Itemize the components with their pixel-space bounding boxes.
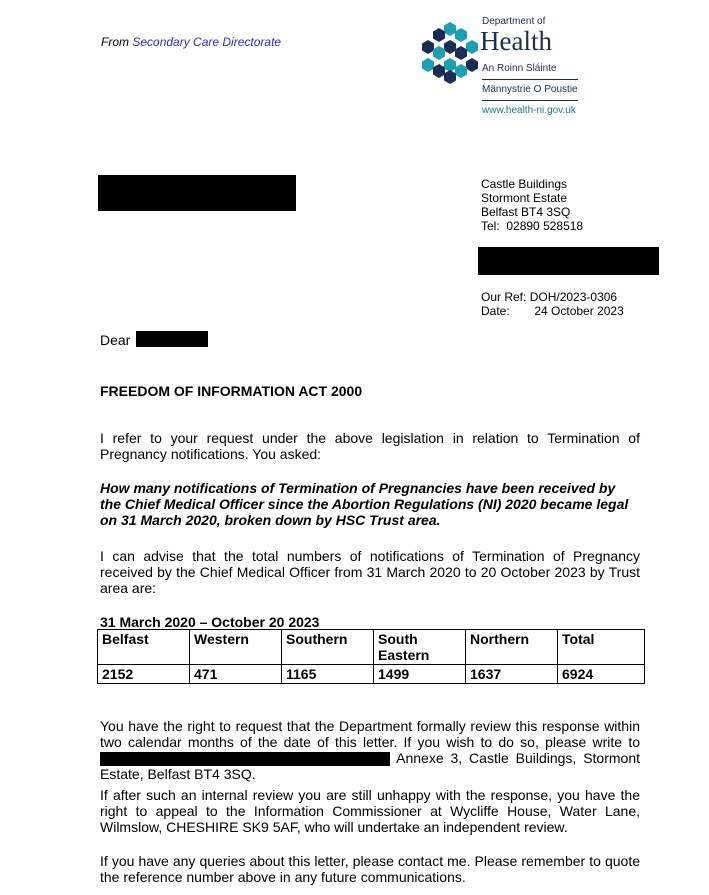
logo-website: www.health-ni.gov.uk: [482, 105, 576, 116]
header-cell: Northern: [466, 630, 558, 665]
review-paragraph: [100, 718, 640, 782]
our-ref: [481, 290, 624, 304]
salutation-text: Dear: [100, 332, 131, 348]
date-label: Date:: [481, 304, 510, 318]
letter-heading: FREEDOM OF INFORMATION ACT 2000: [100, 383, 363, 399]
hexagon-cluster-icon: [422, 20, 478, 84]
advise-paragraph: I can advise that the total numbers of notifications of Termination of Pregnancy received by the Chief Medical Officer from 31 March 2020 to 20 October 2023 by Trust area are:: [100, 548, 640, 596]
logo-health: Health: [480, 26, 552, 56]
reference-block: [481, 290, 624, 318]
salutation: [100, 332, 130, 348]
header-cell: Belfast: [98, 630, 190, 665]
trust-area-table: [97, 629, 645, 684]
review-text-start: You have the right to request that the Department formally review this response within two calendar months of the date of this letter. If you wish to do so, please write to: [100, 718, 640, 750]
tel-value: 02890 528518: [506, 219, 584, 233]
header-cell: Total: [558, 630, 645, 665]
value-cell: 1637: [466, 665, 558, 684]
from-directorate: Secondary Care Directorate: [132, 35, 282, 49]
value-cell: 471: [190, 665, 282, 684]
appeal-paragraph: If after such an internal review you are still unhappy with the response, you have the right to appeal to the Information Commissioner at Wycliffe House, Water Lane, Wilmslow, CHESHIRE SK9 5AF, who will undertake an independent review.: [100, 787, 640, 835]
table-header-row: [98, 630, 645, 665]
redacted-recipient-name: [136, 331, 208, 347]
review-text-end: Annexe 3, Castle Buildings, Stormont Estate, Belfast BT4 3SQ.: [100, 750, 641, 783]
table-caption: 31 March 2020 – October 20 2023: [100, 614, 320, 630]
redacted-recipient-address: [98, 175, 296, 211]
sender-address: [481, 177, 583, 233]
address-line: Belfast BT4 3SQ: [481, 205, 571, 219]
address-line: Stormont Estate: [481, 191, 568, 205]
header-cell: Western: [190, 630, 282, 665]
queries-paragraph: If you have any queries about this letter, please contact me. Please remember to quote the reference number above in any future communications.: [100, 853, 640, 885]
telephone: [481, 219, 583, 233]
department-of-health-logo: [422, 14, 582, 120]
value-cell: 6924: [558, 665, 645, 684]
value-cell: 1165: [282, 665, 374, 684]
redacted-email: [478, 247, 659, 275]
header-cell: South Eastern: [374, 630, 466, 665]
tel-label: Tel:: [481, 219, 500, 233]
from-line: [101, 35, 281, 49]
logo-ulster-scots-name: Männystrie O Poustie: [482, 84, 578, 95]
request-question: How many notifications of Termination of Pregnancies have been received by the Chief Medical Officer since the Abortion Regulations (NI) 2020 became legal on 31 March 2020, broken down by HSC Trust area.: [100, 480, 629, 528]
intro-paragraph: I refer to your request under the above legislation in relation to Termination of Pregnancy notifications. You asked:: [100, 430, 640, 462]
value-cell: 2152: [98, 665, 190, 684]
value-cell: 1499: [374, 665, 466, 684]
address-line: Castle Buildings: [481, 177, 568, 191]
ref-label: Our Ref:: [481, 290, 527, 304]
ref-value: DOH/2023-0306: [529, 290, 618, 304]
header-cell: Southern: [282, 630, 374, 665]
logo-divider: [482, 100, 578, 101]
table-row: [98, 665, 645, 684]
letter-date: [481, 304, 624, 318]
date-value: 24 October 2023: [534, 304, 624, 318]
logo-department-of: Department of: [482, 16, 546, 27]
from-prefix: From: [101, 35, 129, 49]
logo-irish-name: An Roinn Sláinte: [482, 63, 557, 74]
redacted-review-contact: [100, 752, 390, 766]
logo-divider: [482, 79, 578, 80]
